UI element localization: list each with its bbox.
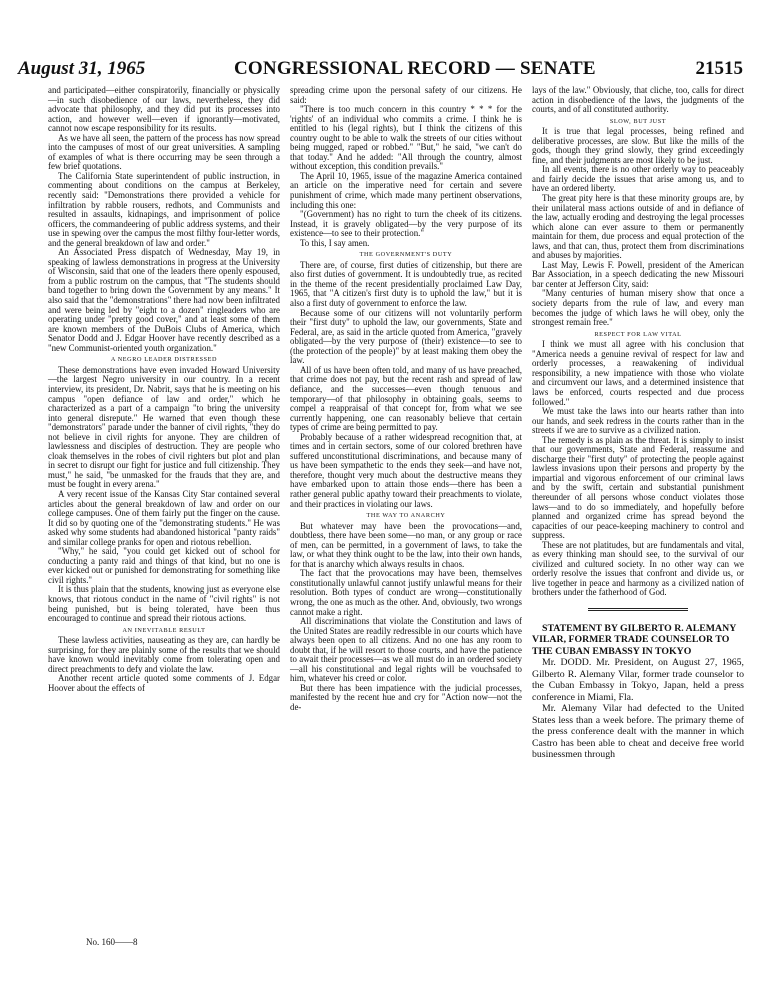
paragraph: These are not platitudes, but are fundamentals and vital, as every thinking man should see, to the survival of our civilized and cultured society. In no other way can we orderly resolve the issues that confront and divide us, or live together in peace and harmony as a civilized nation of brothers under the fatherhood of God. bbox=[532, 539, 744, 598]
paragraph: "Why," he said, "you could get kicked out of school for conducting a panty raid and things of that kind, but no one is ever kicked out or punished for demonstrating for something like civil rights." bbox=[48, 546, 280, 585]
paragraph: There are, of course, first duties of citizenship, but there are also first duties of government. It is undoubtedly true, as recited in the theme of the recent presidentially proclaimed Law Day, 1965, that "A citizen's first duty is to uphold the law," but it is also a first duty of government to enforce the law. bbox=[290, 259, 522, 309]
paragraph: "(Government) has no right to turn the cheek of its citizens. Instead, it is gravely obligated—by the very purpose of its existence—to see to their protection." bbox=[290, 209, 522, 239]
header-page-number: 21515 bbox=[695, 58, 743, 79]
paragraph: In all events, there is no other orderly way to peaceably and fairly decide the issues that arise among us, and to have an ordered liberty. bbox=[532, 164, 744, 194]
statement-title: STATEMENT BY GILBERTO R. ALEMANY VILAR, FORMER TRADE COUNSELOR TO THE CUBAN EMBASSY IN TOKYO bbox=[532, 622, 736, 657]
paragraph: But whatever may have been the provocations—and, doubtless, there have been some—no man, or any group or race of men, can be permitted, in a government of laws, to take the law, or what they think ought to be the law, into their own hands, for that is anarchy which always results in chaos. bbox=[290, 520, 522, 569]
paragraph: These lawless activities, nauseating as they are, can hardly be surprising, for they are plainly some of the results that we should have known would inevitably come from tolerating open and direct preachments to defy and violate the law. bbox=[48, 635, 280, 674]
paragraph: lays of the law." Obviously, that cliche, too, calls for direct action in disobedience of the laws, the judgments of the courts, and of all constituted authority. bbox=[532, 85, 744, 115]
paragraph: and participated—either conspiratorily, financially or physically—in such disobedience of our laws, nevertheless, they did advocate that philosophy, and they did put its processes into action, and however well—even if ignorantly—motivated, cannot now escape responsibility for its results. bbox=[48, 85, 280, 134]
paragraph: The great pity here is that these minority groups are, by their unilateral mass actions outside of and in defiance of the law, actually eroding and destroying the legal processes which alone can ever assure to them or permanently maintain for them, due process and equal protection of the laws, and that can, thus, protect them from discriminations and abuses by majorities. bbox=[532, 193, 744, 261]
section-divider bbox=[588, 608, 688, 611]
header-title: CONGRESSIONAL RECORD — SENATE bbox=[234, 58, 596, 79]
folio-number: No. 160——8 bbox=[86, 937, 138, 947]
paragraph: As we have all seen, the pattern of the process has now spread into the campuses of most of our great universities. A sampling of examples of what is there occurring may be seen through a few brief quotations. bbox=[48, 132, 280, 172]
paragraph: We must take the laws into our hearts rather than into our hands, and seek redress in the courts rather than in the streets if we are to survive as a civilized nation. bbox=[532, 406, 744, 436]
subheading: THE GOVERNMENT'S DUTY bbox=[359, 251, 453, 259]
paragraph: Last May, Lewis F. Powell, president of the American Bar Association, in a speech dedicating the new Missouri bar center at Jefferson City, said: bbox=[532, 259, 744, 289]
subheading: RESPECT FOR LAW VITAL bbox=[594, 330, 682, 338]
paragraph: The fact that the provocations may have been, themselves constitutionally unlawful cannot justify unlawful means for their resolution. Both types of conduct are wrong—constitutionally wrong, the one as much as the other. And, obviously, two wrongs cannot make a right. bbox=[290, 568, 522, 617]
paragraph: To this, I say amen. bbox=[300, 237, 370, 248]
paragraph: Because some of our citizens will not voluntarily perform their "first duty" to uphold the law, our governments, State and Federal, are, as said in the article quoted from America, "gravely obligated—by the very purpose of (their) existence—to see to (the protection of the people)" by at least making them obey the law. bbox=[290, 307, 522, 366]
paragraph: The April 10, 1965, issue of the magazine America contained an article on the imperative need for certain and severe punishment of crime, which made many pertinent observations, including this one: bbox=[290, 170, 522, 210]
paragraph: Another recent article quoted some comments of J. Edgar Hoover about the effects of bbox=[48, 673, 280, 693]
paragraph: But there has been impatience with the judicial processes, manifested by the recent hue and cry for "Action now—not the de- bbox=[290, 682, 522, 712]
paragraph: All of us have been often told, and many of us have preached, that crime does not pay, but the recent rash and spread of law defiance, and the successes—even though tenuous and temporary—of that philosophy in obtaining goals, seems to compel a reappraisal of that concept for, from what we see currently happening, one can reasonably believe that certain types of crime are being permitted to pay. bbox=[290, 364, 522, 433]
paragraph: It is thus plain that the students, knowing just as everyone else knows, that riotous conduct in the name of "civil rights" is not being punished, but is being tolerated, have been thus encouraged to continue and spread their riotous actions. bbox=[48, 584, 280, 624]
column-middle bbox=[290, 86, 522, 713]
paragraph: These demonstrations have even invaded Howard University—the largest Negro university in our country. In a recent interview, its president, Dr. Nabrit, says that he is meeting on his campus "open defiance of law and order," which he characterized as a part of a campaign "to bring the university into general disrepute." He warned that even though these "demonstrators" parade under the banner of civil rights, "they do not believe in civil rights for anyone. They are children of lawlessness and disciples of destruction. They are people who cloak themselves in the robes of civil righters but plot and plan in secret to disrupt our fight for justice and full citizenship. They must," he said, "be unmasked for the frauds that they are, and must be fought in every arena." bbox=[48, 364, 280, 490]
paragraph: An Associated Press dispatch of Wednesday, May 19, in speaking of lawless demonstrations in progress at the University of Wisconsin, said that one of the leaders there openly espoused, from a public rostrum on the campus, that "The students should band together to bring down the Government by any means." It also said that the "demonstrations" there had now been infiltrated and were being led by "eight to a dozen" ringleaders who are operating under "pretty good cover," and at least some of them are known members of the DuBois Clubs of America, which Senator Dodd and J. Edgar Hoover have recently described as a "new Communist-oriented youth organization." bbox=[48, 247, 280, 353]
paragraph: A very recent issue of the Kansas City Star contained several articles about the general breakdown of law and order on our college campuses. One of them fairly put the finger on the cause. It did so by quoting one of the "demonstrating students." He was asked why some students had abandoned historical "panty raids" and similar college pranks for open and riotous rebellion. bbox=[48, 488, 280, 547]
paragraph: I think we must all agree with his conclusion that "America needs a genuine revival of respect for law and orderly processes, a reawakening of individual responsibility, a new impatience with those who violate and circumvent our laws, and a determined insistence that laws be enforced, courts respected and due process followed." bbox=[532, 339, 744, 407]
page-header bbox=[18, 58, 743, 86]
paragraph: All discriminations that violate the Constitution and laws of the United States are readily redressible in our courts which have always been open to all citizens. And no one has any room to doubt that, if he will resort to those courts, and have the patience to await their processes—as we all must do in an ordered society—all his constitutional and legal rights will be vouchsafed to him, whatever his creed or color. bbox=[290, 616, 522, 684]
paragraph: The California State superintendent of public instruction, in commenting about conditions on the campus at Berkeley, recently said: "Demonstrations there provided a vehicle for infiltration by rabble rousers, redhots, and Communists and resulted in assaults, kidnapings, and imprisonment of police officers, the commandeering of public address systems, and their use in spewing over the campus the most filthy four-letter words, and the general breakdown of law and order." bbox=[48, 170, 280, 248]
header-date: August 31, 1965 bbox=[18, 58, 146, 79]
paragraph: Mr. DODD. Mr. President, on August 27, 1965, Gilberto R. Alemany Vilar, former trade counselor to the Cuban Embassy in Tokyo, Japan, held a press conference in Miami, Fla. bbox=[532, 657, 744, 703]
paragraph: Probably because of a rather widespread recognition that, at times and in certain sectors, some of our colored brethren have suffered unconstitutional discriminations, and because many of us have been sympathetic to the ends they seek—and have not, therefore, thought very much about the destructive means they have embarked upon to attain those ends—there has been a rather general public apathy toward their preachments to violate, and their practices in violating our laws. bbox=[290, 431, 522, 509]
paragraph: Mr. Alemany Vilar had defected to the United States less than a week before. The primary theme of the press conference dealt with the manner in which Castro has been able to cheat and deceive free world businessmen through bbox=[532, 703, 744, 761]
subheading: AN INEVITABLE RESULT bbox=[122, 626, 206, 634]
column-left bbox=[48, 86, 280, 693]
subheading: THE WAY TO ANARCHY bbox=[366, 512, 446, 520]
paragraph: It is true that legal processes, being refined and deliberative processes, are slow. But like the mills of the gods, though they grind slowly, they grind exceedingly fine, and their judgments are most likely to be just. bbox=[532, 126, 744, 165]
paragraph: spreading crime upon the personal safety of our citizens. He said: bbox=[290, 85, 522, 105]
paragraph: "There is too much concern in this country * * * for the 'rights' of an individual who commits a crime. I think he is entitled to his (legal rights), but I think the citizens of this country ought to be able to walk the streets of our cities without being mugged, raped or robbed." "But," he said, "we can't do that today." And he added: "All through the country, almost without exception, this condition prevails." bbox=[290, 104, 522, 172]
statement-section bbox=[532, 623, 744, 761]
column-right bbox=[532, 86, 744, 761]
subheading: SLOW, BUT JUST bbox=[609, 117, 667, 125]
paragraph: The remedy is as plain as the threat. It is simply to insist that our governments, State and Federal, reassume and discharge their "first duty" of protecting the people against lawless invasions upon their persons and property by the impartial and vigorous enforcement of our criminal laws and by the swift, certain and substantial punishment thereunder of all persons whose conduct violates those laws—and to do so immediately, and hopefully before planned and organized crime has spread beyond the capacities of our peace-keeping machinery to control and suppress. bbox=[532, 434, 744, 541]
paragraph: "Many centuries of human misery show that once a society departs from the rule of law, and every man becomes the judge of which laws he will obey, only the strongest remain free." bbox=[532, 288, 744, 328]
subheading: A NEGRO LEADER DISTRESSED bbox=[110, 356, 218, 364]
